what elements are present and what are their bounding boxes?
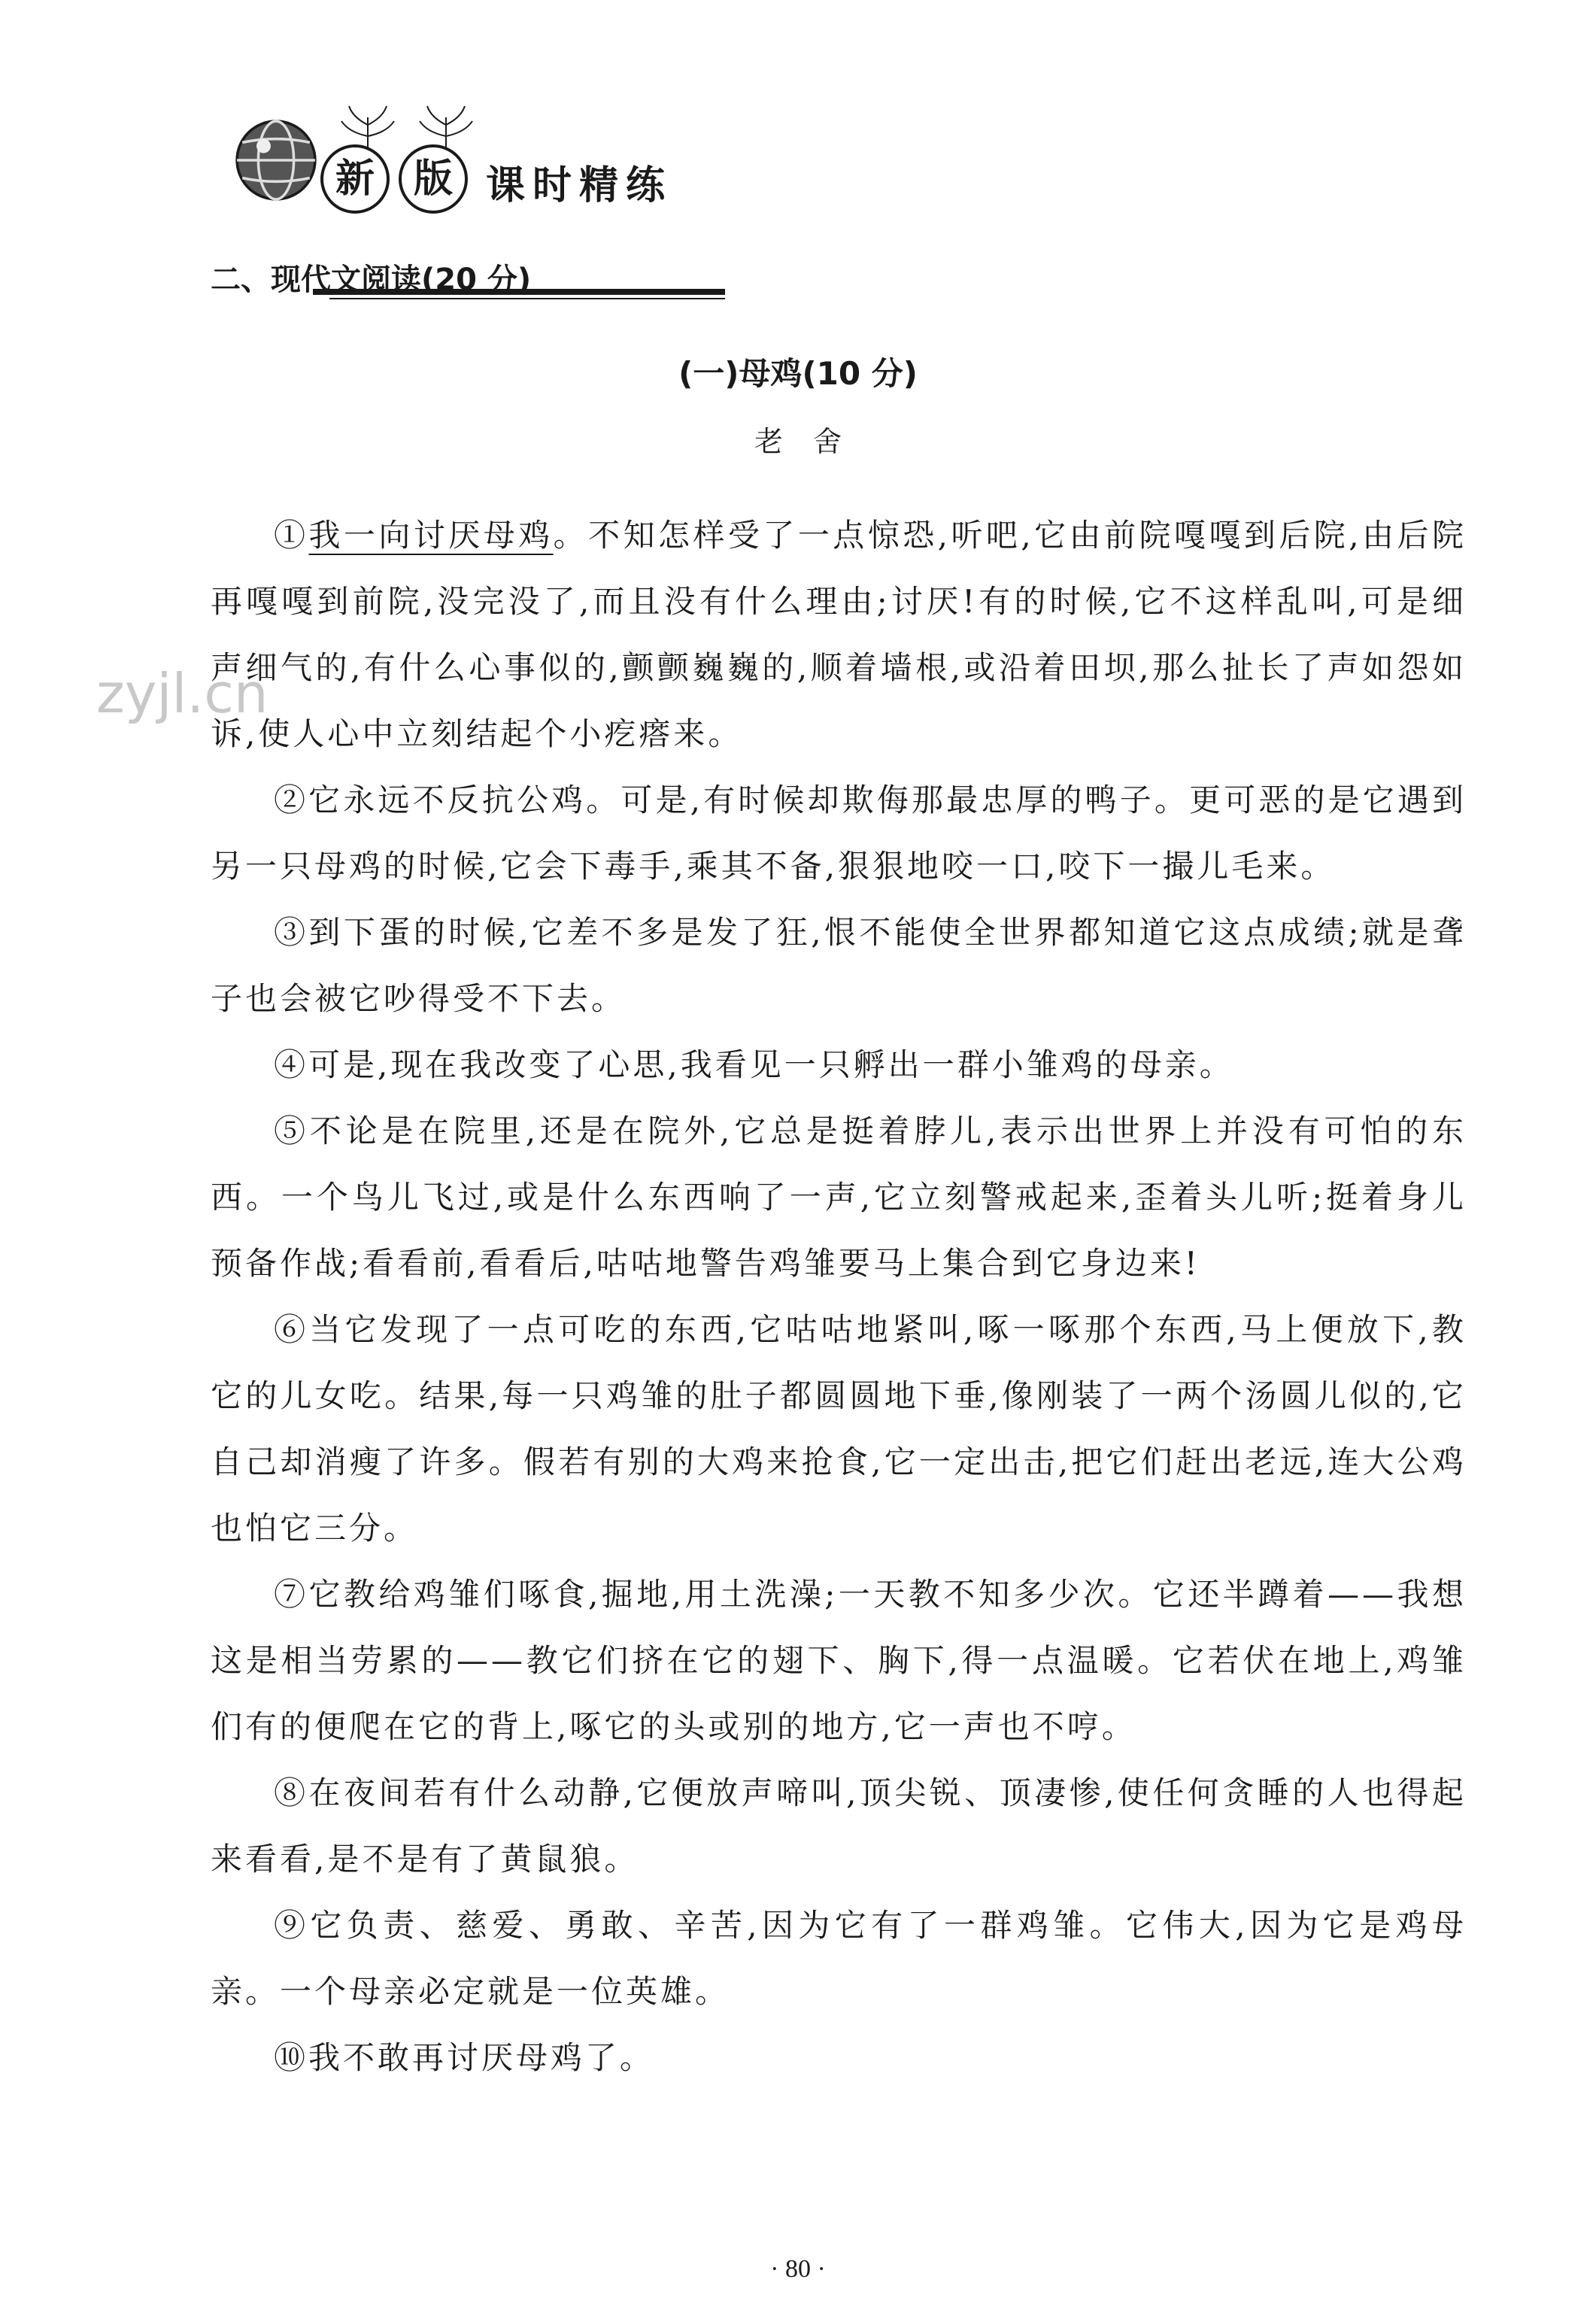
article-body bbox=[211, 502, 1467, 2091]
paragraph-1 bbox=[211, 502, 1467, 767]
paragraph-5: ⑤不论是在院里,还是在院外,它总是挺着脖儿,表示出世界上并没有可怕的东西。一个鸟儿飞过,或是什么东西响了一声,它立刻警戒起来,歪着头儿听;挺着身儿预备作战;看看前,看看后,咕咕地警告鸡雏要马上集合到它身边来! bbox=[211, 1112, 1467, 1282]
paragraph-6: ⑥当它发现了一点可吃的东西,它咕咕地紧叫,啄一啄那个东西,马上便放下,教它的儿女吃。结果,每一只鸡雏的肚子都圆圆地下垂,像刚装了一两个汤圆儿似的,它自己却消瘦了许多。假若有别的大鸡来抢食,它一定出击,把它们赶出老远,连大公鸡也怕它三分。 bbox=[211, 1311, 1467, 1547]
paragraph-10: ⑩我不敢再讨厌母鸡了。 bbox=[274, 2039, 655, 2076]
header-badge-new: 新 bbox=[320, 144, 390, 214]
paragraph-8: ⑧在夜间若有什么动静,它便放声啼叫,顶尖锐、顶凄惨,使任何贪睡的人也得起来看看,是不是有了黄鼠狼。 bbox=[211, 1774, 1467, 1877]
header-badge-edition: 版 bbox=[399, 144, 468, 214]
page-number: · 80 · bbox=[770, 2255, 826, 2283]
paragraph-number: ① bbox=[274, 517, 309, 554]
article-author: 老舍 bbox=[754, 425, 872, 458]
article-title: (一)母鸡(10 分) bbox=[678, 355, 918, 392]
header-banner bbox=[194, 102, 725, 208]
paragraph-9: ⑨它负责、慈爱、勇敢、辛苦,因为它有了一群鸡雏。它伟大,因为它是鸡母亲。一个母亲必定就是一位英雄。 bbox=[211, 1907, 1467, 2010]
globe-icon bbox=[232, 116, 320, 205]
paragraph-4: ④可是,现在我改变了心思,我看见一只孵出一群小雏鸡的母亲。 bbox=[274, 1046, 1234, 1083]
paragraph-3: ③到下蛋的时候,它差不多是发了狂,恨不能使全世界都知道它这点成绩;就是聋子也会被它吵得受不下去。 bbox=[211, 914, 1467, 1017]
section-heading: 二、现代文阅读(20 分) bbox=[211, 263, 532, 297]
underlined-sentence: 我一向讨厌母鸡 bbox=[308, 517, 554, 554]
header-subtitle: 课时精练 bbox=[486, 163, 673, 208]
paragraph-2: ②它永远不反抗公鸡。可是,有时候却欺侮那最忠厚的鸭子。更可恶的是它遇到另一只母鸡的时候,它会下毒手,乘其不备,狠狠地咬一口,咬下一撮儿毛来。 bbox=[211, 782, 1467, 885]
paragraph-text: 。不知怎样受了一点惊恐,听吧,它由前院嘎嘎到后院,由后院再嘎嘎到前院,没完没了,而且没有什么理由;讨厌!有的时候,它不这样乱叫,可是细声细气的,有什么心事似的,颤颤巍巍的,顺着墙根,或沿着田坝,那么扯长了声如怨如诉,使人心中立刻结起个小疙瘩来。 bbox=[211, 517, 1467, 752]
watermark: zyjl.cn bbox=[96, 662, 269, 725]
paragraph-7: ⑦它教给鸡雏们啄食,掘地,用土洗澡;一天教不知多少次。它还半蹲着——我想这是相当劳累的——教它们挤在它的翅下、胸下,得一点温暖。它若伏在地上,鸡雏们有的便爬在它的背上,啄它的头或别的地方,它一声也不哼。 bbox=[211, 1576, 1467, 1745]
